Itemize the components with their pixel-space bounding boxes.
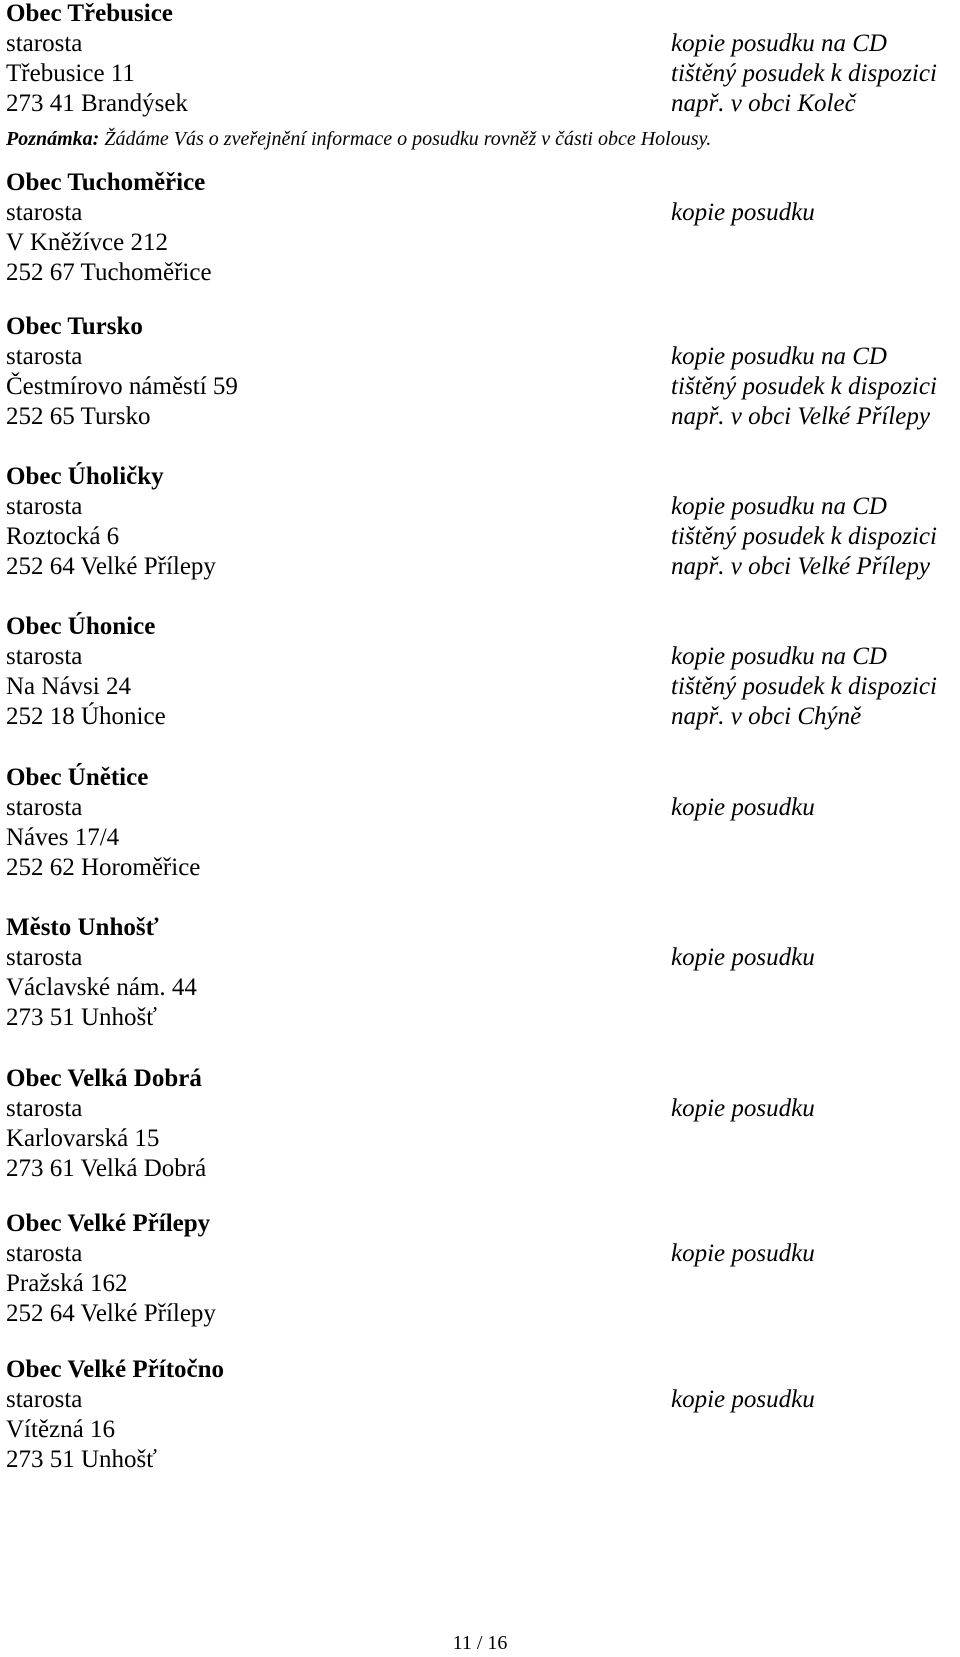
entry-role: starosta xyxy=(6,343,83,370)
entry-city: 252 64 Velké Přílepy xyxy=(6,1300,216,1327)
page-number: 11 / 16 xyxy=(452,1632,508,1654)
entry-name: Obec Třebusice xyxy=(6,0,173,27)
address-column xyxy=(6,913,646,1033)
address-column xyxy=(6,763,646,883)
entry-street: V Kněžívce 212 xyxy=(6,229,168,256)
entry-city: 252 18 Úhonice xyxy=(6,703,166,730)
delivery-line: kopie posudku xyxy=(671,1095,815,1122)
entry-role: starosta xyxy=(6,944,83,971)
delivery-line: např. v obci Chýně xyxy=(671,703,862,730)
entry-street: Na Návsi 24 xyxy=(6,673,131,700)
entry-name: Obec Úholičky xyxy=(6,463,164,490)
delivery-column xyxy=(671,342,960,432)
address-column xyxy=(6,1355,646,1475)
delivery-column xyxy=(671,492,960,582)
delivery-line: kopie posudku na CD xyxy=(671,643,887,670)
delivery-line: kopie posudku na CD xyxy=(671,493,887,520)
entry-city: 273 61 Velká Dobrá xyxy=(6,1155,207,1182)
delivery-column xyxy=(671,642,960,732)
delivery-line: kopie posudku xyxy=(671,1386,815,1413)
entry-city: 252 64 Velké Přílepy xyxy=(6,553,216,580)
entry-name: Obec Velké Přítočno xyxy=(6,1356,225,1383)
entry-role: starosta xyxy=(6,1386,83,1413)
delivery-line: tištěný posudek k dispozici xyxy=(671,373,937,400)
delivery-line: tištěný posudek k dispozici xyxy=(671,523,937,550)
entry-name: Obec Tursko xyxy=(6,313,143,340)
address-column xyxy=(6,462,646,582)
address-column xyxy=(6,312,646,432)
entry-city: 273 51 Unhošť xyxy=(6,1004,157,1031)
entry-city: 273 51 Unhošť xyxy=(6,1446,157,1473)
entry-name: Obec Velké Přílepy xyxy=(6,1210,211,1237)
entry-role: starosta xyxy=(6,493,83,520)
entry-street: Náves 17/4 xyxy=(6,824,120,851)
entry-street: Karlovarská 15 xyxy=(6,1125,160,1152)
entry-street: Václavské nám. 44 xyxy=(6,974,197,1001)
delivery-line: např. v obci Koleč xyxy=(671,90,856,117)
entry-city: 252 67 Tuchoměřice xyxy=(6,259,212,286)
note xyxy=(6,126,711,152)
delivery-line: kopie posudku na CD xyxy=(671,343,887,370)
entry-street: Třebusice 11 xyxy=(6,60,135,87)
entry-city: 273 41 Brandýsek xyxy=(6,90,188,117)
delivery-line: kopie posudku xyxy=(671,1240,815,1267)
delivery-column xyxy=(671,29,960,119)
note-text: Žádáme Vás o zveřejnění informace o posudku rovněž v části obce Holousy. xyxy=(99,128,712,150)
delivery-line: tištěný posudek k dispozici xyxy=(671,60,937,87)
entry-city: 252 65 Tursko xyxy=(6,403,151,430)
address-column xyxy=(6,1064,646,1184)
delivery-column xyxy=(671,1094,960,1124)
delivery-column xyxy=(671,1385,960,1415)
entry-role: starosta xyxy=(6,794,83,821)
entry-street: Roztocká 6 xyxy=(6,523,120,550)
delivery-line: tištěný posudek k dispozici xyxy=(671,673,937,700)
delivery-line: kopie posudku na CD xyxy=(671,30,887,57)
delivery-line: např. v obci Velké Přílepy xyxy=(671,553,930,580)
entry-role: starosta xyxy=(6,30,83,57)
address-column xyxy=(6,1209,646,1329)
entry-role: starosta xyxy=(6,1240,83,1267)
delivery-column xyxy=(671,793,960,823)
entry-name: Město Unhošť xyxy=(6,914,159,941)
delivery-column xyxy=(671,198,960,228)
address-column xyxy=(6,0,646,119)
entry-role: starosta xyxy=(6,1095,83,1122)
address-column xyxy=(6,168,646,288)
entry-name: Obec Únětice xyxy=(6,764,149,791)
entry-street: Čestmírovo náměstí 59 xyxy=(6,373,238,400)
entry-role: starosta xyxy=(6,199,83,226)
address-column xyxy=(6,612,646,732)
entry-name: Obec Velká Dobrá xyxy=(6,1065,202,1092)
delivery-column xyxy=(671,943,960,973)
delivery-line: kopie posudku xyxy=(671,199,815,226)
note-label: Poznámka: xyxy=(6,128,100,150)
delivery-line: kopie posudku xyxy=(671,794,815,821)
delivery-line: kopie posudku xyxy=(671,944,815,971)
entry-name: Obec Úhonice xyxy=(6,613,156,640)
delivery-line: např. v obci Velké Přílepy xyxy=(671,403,930,430)
entry-city: 252 62 Horoměřice xyxy=(6,854,201,881)
entry-name: Obec Tuchoměřice xyxy=(6,169,206,196)
entry-role: starosta xyxy=(6,643,83,670)
entry-street: Pražská 162 xyxy=(6,1270,128,1297)
delivery-column xyxy=(671,1239,960,1269)
entry-street: Vítězná 16 xyxy=(6,1416,115,1443)
